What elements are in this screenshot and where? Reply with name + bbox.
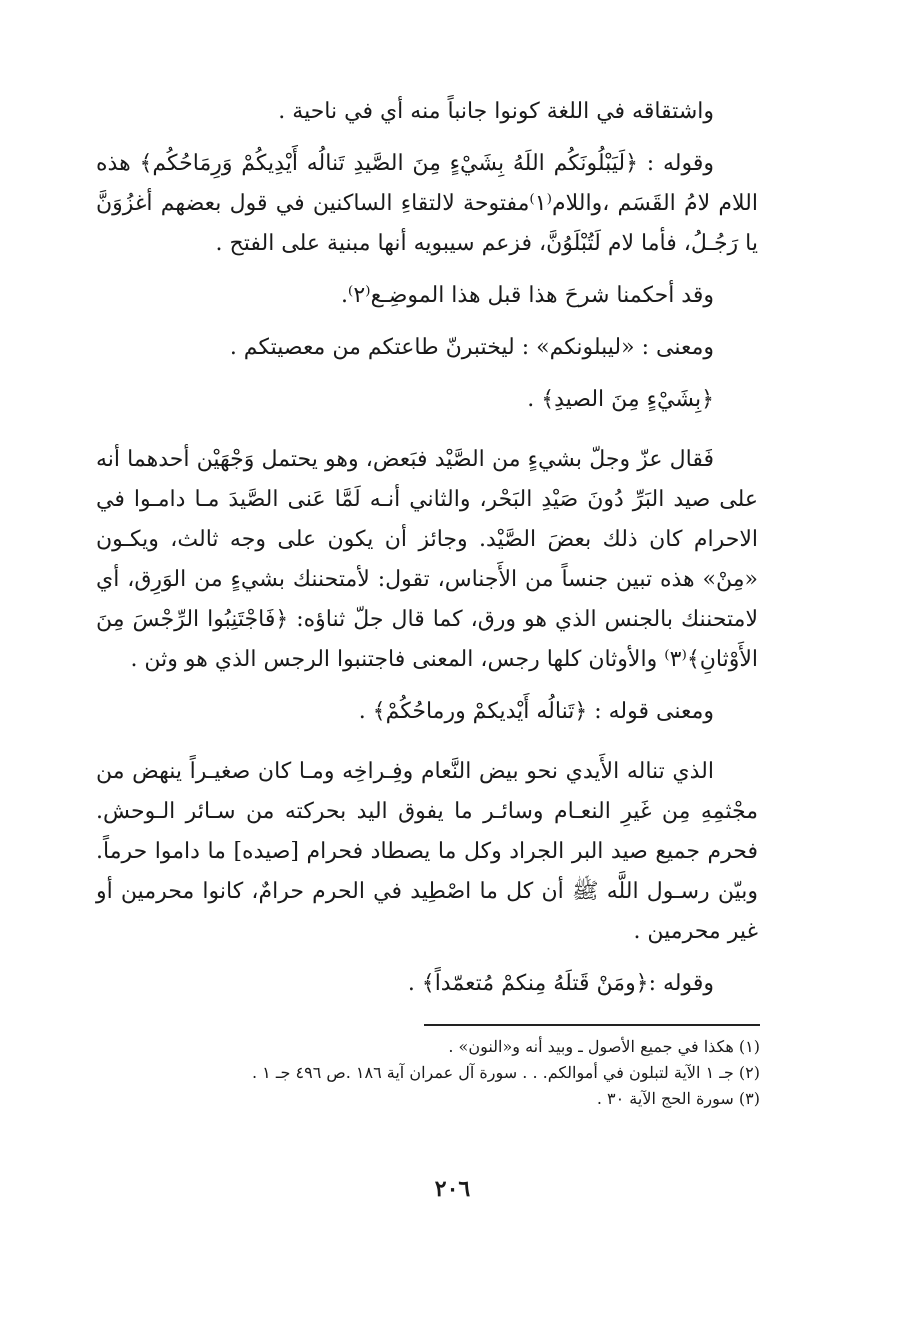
footnote-3: (٣) سورة الحج الآية ٣٠ . — [596, 1089, 760, 1108]
paragraph-8: الذي تناله الأَيدي نحو بيض النَّعام وفِـراخِه ومـا كان صغيـراً ينهض من مجْثمِهِ مِن غَيرِ النعـام وسائـر ما يفوق اليد بحركته من سـائر الـوحش. فحرم جميع صيد البر الجراد وكل ما يصطاد فحرام [صيده] ما داموا حرماً. وبيّن رسـول اللَّه ﷺ أن كل ما اصْطِيد في الحرم حرامٌ، كانوا محرمين أو غير محرمين . — [96, 759, 758, 944]
paragraph-1: واشتقاقه في اللغة كونوا جانباً منه أي في ناحية . — [278, 99, 714, 124]
paragraph-9: وقوله :﴿ومَنْ قَتلَهُ مِنكمْ مُتعمّداً﴾ . — [407, 971, 714, 996]
paragraph-4: ومعنى : «ليبلونكم» : ليختبرنّ طاعتكم من معصيتكم . — [229, 335, 714, 360]
footnote-2: (٢) جـ ١ الآية لتبلون في أموالكم. . . سورة آل عمران آية ١٨٦ .ص ٤٩٦ جـ ١ . — [252, 1063, 760, 1082]
paragraph-2: وقوله : ﴿لَيَبْلُونَكُم اللَهُ بِشَيْءٍ مِنَ الصَّيدِ تَنالُه أَيْدِيكُمْ وَرِمَاحُكُم﴾ هذه اللام لامُ القَسَم ،واللام⁽١⁾مفتوحة لالتقاءِ الساكنين في قول بعضهم أغزُوَنَّ يا رَجُـلُ، فأما لام لَتُبْلَوُنَّ، فزعم سيبويه أنها مبنية على الفتح . — [96, 151, 758, 256]
paragraph-7: ومعنى قوله : ﴿تَنالُه أَيْديكمْ ورماحُكُمْ﴾ . — [358, 699, 714, 724]
paragraph-3: وقد أحكمنا شرحَ هذا قبل هذا الموضِـع⁽٢⁾. — [340, 283, 714, 308]
footnotes — [96, 1034, 760, 1112]
footnote-divider — [424, 1024, 760, 1026]
page-number: ٢٠٦ — [434, 1176, 471, 1202]
footnote-1: (١) هكذا في جميع الأصول ـ وبيد أنه و«النون» . — [448, 1037, 760, 1056]
paragraph-6: فَقال عزّ وجلّ بشيءٍ من الصَّيْد فبَعض، وهو يحتمل وَجْهَيْن أحدهما أنه على صيد البَرِّ دُونَ صَيْدِ البَحْر، والثاني أنـه لَمَّا عَنى الصَّيدَ مـا دامـوا في الاحرام كان ذلك بعضَ الصَّيْد. وجائز أن يكون على وجه ثالث، ويكـون «مِنْ» هذه تبين جنساً من الأَجناس، تقول: لأمتحننك بشيءٍ من الوَرِق، أي لامتحننك بالجنس الذي هو ورق، كما قال جلّ ثناؤه: ﴿فَاجْتَنِبُوا الرِّجْسَ مِنَ الأَوْثانِ﴾⁽٣⁾ والأوثان كلها رجس، المعنى فاجتنبوا الرجس الذي هو وثن . — [96, 447, 758, 672]
paragraph-5: ﴿بِشَيْءٍ مِنَ الصيدِ﴾ . — [527, 387, 714, 412]
main-text — [96, 92, 758, 1004]
